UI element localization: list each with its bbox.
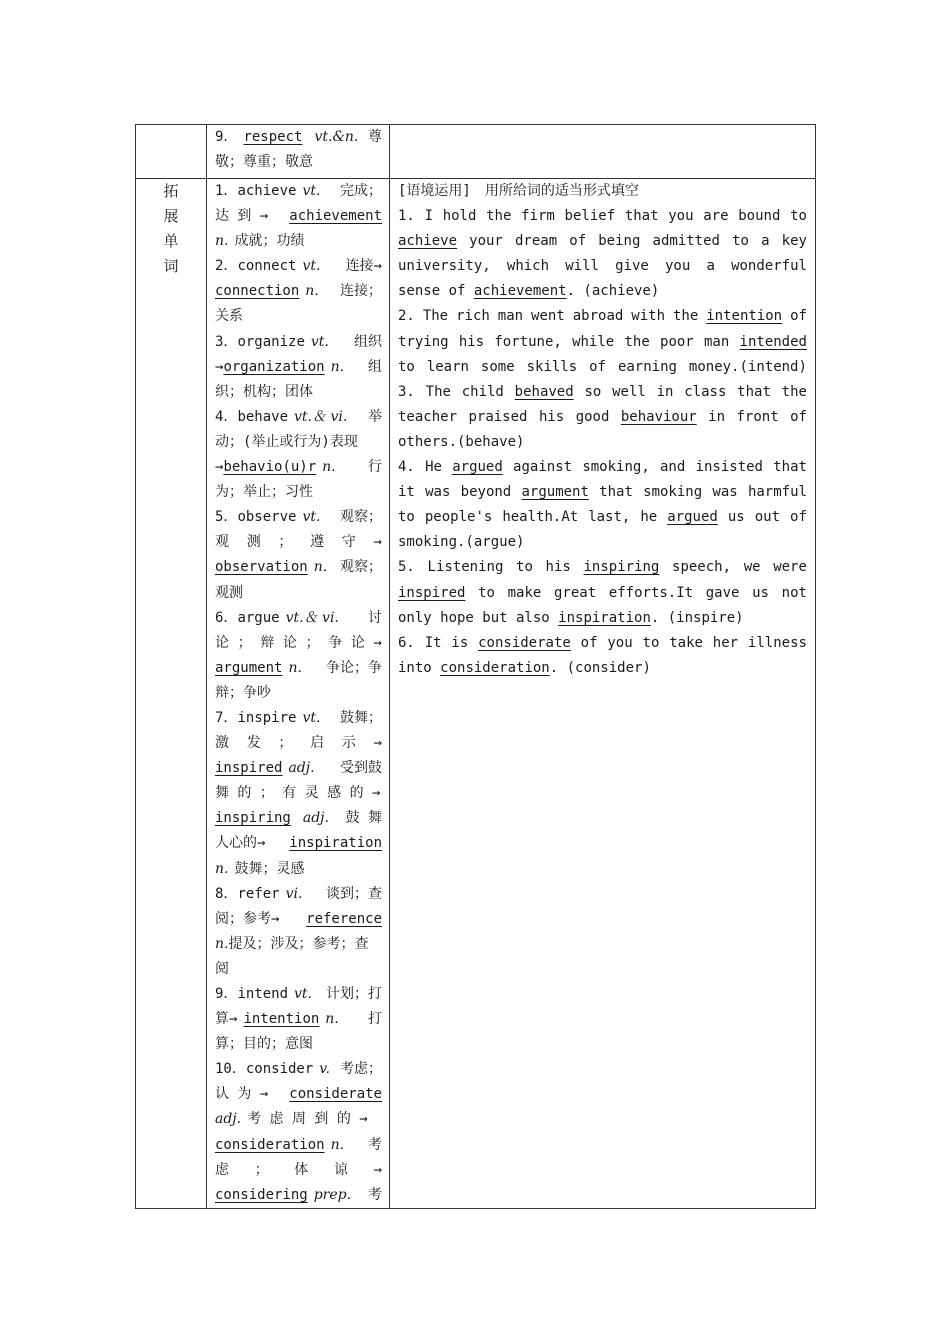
exercise-word: It [424, 634, 442, 651]
exercise-word: gave [705, 584, 740, 601]
vocab-entry-consider: 10．consider v. 考虑； [215, 1061, 382, 1078]
exercise-word: that [773, 459, 807, 476]
vocab-entry-connect: 2．connect vt. 连接→ [215, 258, 382, 275]
vocab-line: 9． respect vt.&n. 尊 [215, 129, 382, 145]
exercise-line [398, 530, 807, 555]
answer-blank: argued [452, 459, 503, 476]
answer-blank: achieve [398, 233, 458, 250]
exercise-word: last, [588, 509, 631, 526]
exercise-word: class [684, 383, 727, 400]
exercise-word: we [743, 559, 761, 576]
answer-blank: inspiration [289, 835, 382, 852]
exercise-word: teacher [398, 408, 458, 425]
exercise-word: to [516, 559, 533, 576]
vocab-line: →behavio(u)r n. 行 [215, 459, 382, 476]
exercise-word: poor [660, 333, 694, 350]
exercise-word: the [672, 308, 699, 325]
exercise-word: of [589, 358, 606, 375]
exercise-word: to [478, 584, 495, 601]
exercise-word: smoking [643, 484, 703, 501]
exercise-word: to [642, 634, 660, 651]
exercise-word: will [565, 258, 599, 275]
exercise-word: trying [398, 333, 449, 350]
answer-blank: inspiration [558, 609, 651, 626]
exercise-word: beyond [460, 484, 512, 501]
exercise-word: take [669, 634, 703, 651]
exercise-word: to [790, 208, 807, 225]
exercise-word: out [754, 509, 781, 526]
answer-blank: behaved [514, 383, 574, 400]
exercise-word: you [665, 258, 691, 275]
exercise-line [398, 229, 807, 254]
exercise-word: . (inspire) [650, 609, 744, 626]
vocab-line: inspiring adj. 鼓 舞 [215, 810, 382, 827]
exercise-word: your [469, 233, 503, 250]
exercise-word: that [599, 484, 633, 501]
exercise-word: wonderful [731, 258, 807, 275]
exercise-word: others.(behave) [398, 433, 525, 450]
exercise-word: a [706, 258, 715, 275]
exercise-word: efforts.It [608, 584, 694, 601]
exercise-word: are [703, 208, 729, 225]
exercise-word: being [598, 233, 641, 250]
answer-blank: argued [667, 509, 718, 526]
answer-blank: consideration [215, 1136, 325, 1153]
vocab-line: 辩；争吵 [215, 684, 271, 701]
vocab-line: connection n. 连接； [215, 283, 382, 300]
exercise-word: The [422, 308, 449, 325]
exercise-word: child [461, 383, 504, 400]
exercise-word: were [773, 559, 807, 576]
exercise-word: he [640, 509, 658, 526]
vocab-line: 舞 的 ； 有 灵 感 的 → [215, 785, 381, 802]
vocab-line: n. 鼓舞；灵感 [215, 860, 305, 877]
exercise-word: his [545, 559, 571, 576]
exercise-line [398, 455, 807, 480]
exercise-word: praised [468, 408, 528, 425]
vocab-entry-behave: 4．behave vt.＆ vi. 举 [215, 408, 382, 425]
exercise-word: firm [521, 208, 555, 225]
exercise-word: was [712, 484, 738, 501]
exercise-word: sense of [398, 283, 474, 300]
vocab-line: 认 为 → considerate [215, 1082, 382, 1107]
exercise-word: fortune, [494, 333, 562, 350]
exercise-word: key [781, 233, 807, 250]
exercise-word: of [580, 634, 598, 651]
exercise-word: which [506, 258, 550, 275]
exercise-word: dream [514, 233, 558, 250]
vocab-line: 观测 [215, 584, 243, 601]
exercise-word: belief [564, 208, 616, 225]
exercise-word: so [584, 383, 602, 400]
exercise-word: 5. [398, 559, 415, 576]
vocab-line: inspired adj. 受到鼓 [215, 760, 382, 777]
exercise-word: 6. [398, 634, 415, 651]
exercise-word: of [790, 408, 807, 425]
exercise-word: front [736, 408, 779, 425]
exercise-word: only hope but also [398, 609, 559, 626]
exercise-word: of [790, 509, 807, 526]
exercise-word: went [531, 308, 565, 325]
answer-blank: behaviour [620, 408, 697, 425]
vocab-line: 达 到 → achievement [215, 204, 382, 229]
answer-blank: inspired [215, 760, 283, 777]
exercise-line [398, 555, 807, 580]
exercise-line [398, 631, 807, 656]
vocab-line: observation n. 观察； [215, 559, 382, 576]
vocab-line: 算→ intention n. 打 [215, 1011, 382, 1028]
exercise-word: is [451, 634, 469, 651]
answer-blank: considerate [478, 634, 571, 651]
exercise-word: you [607, 634, 633, 651]
vocab-entry-argue: 6．argue vt.＆ vi. 讨 [215, 609, 382, 626]
exercise-word: people's [424, 509, 493, 526]
vocab-line: argument n. 争论；争 [215, 659, 382, 676]
exercise-line [398, 380, 807, 405]
exercise-word: some [480, 358, 515, 375]
exercise-word: not [781, 584, 807, 601]
exercise-word: good [575, 408, 610, 425]
answer-blank: achievement [289, 208, 382, 225]
exercise-line [398, 204, 807, 229]
vocab-line: 人心的→ inspiration [215, 831, 382, 856]
exercise-word: that [624, 208, 659, 225]
exercise-word: earning [617, 358, 677, 375]
answer-blank: behavio(u)r [223, 459, 317, 476]
vocabulary-table [135, 124, 816, 1209]
answer-blank: argument [521, 484, 589, 501]
exercise-word: 4. [398, 459, 415, 476]
vocab-line: n. 成就；功绩 [215, 233, 305, 250]
answer-blank: consideration [440, 659, 550, 676]
exercise-word: admitted [652, 233, 720, 250]
exercise-word: money.(intend) [688, 358, 807, 375]
exercise-word: give [615, 258, 649, 275]
vocab-line: 关系 [215, 308, 243, 325]
vocab-line: 论 ； 辩 论 ； 争 论 → [215, 634, 382, 651]
exercise-word: us [727, 509, 745, 526]
answer-blank: connection [215, 283, 300, 300]
exercise-word: you [668, 208, 694, 225]
exercise-word: to [398, 509, 415, 526]
answer-blank: argument [215, 659, 283, 676]
exercise-word: her [712, 634, 739, 651]
exercise-word: Listening [427, 559, 504, 576]
category-cell-empty [136, 125, 207, 179]
exercise-word: well [612, 383, 646, 400]
exercise-word: harmful [747, 484, 807, 501]
exercise-line [398, 656, 807, 681]
vocab-entry-achieve: 1．achieve vt. 完成； [215, 183, 382, 199]
exercise-line [398, 330, 807, 355]
answer-blank: inspired [398, 584, 466, 601]
exercise-word: a [761, 233, 770, 250]
vocab-line: consideration n. 考 [215, 1136, 382, 1153]
answer-blank: considerate [289, 1086, 382, 1103]
exercise-word: health.At [502, 509, 579, 526]
exercise-cell [390, 179, 816, 1209]
answer-blank: inspiring [583, 559, 660, 576]
vocab-line: considering prep. 考 [215, 1186, 382, 1203]
exercise-line [398, 430, 807, 455]
exercise-word: in [708, 408, 726, 425]
exercise-word: I [424, 208, 433, 225]
exercise-line [398, 606, 807, 631]
exercise-word: of [790, 308, 807, 325]
exercise-word: bound [738, 208, 781, 225]
exercise-word: into [398, 659, 441, 676]
exercise-word: smoking, [582, 459, 650, 476]
exercise-line [398, 279, 807, 304]
exercise-word: skills [526, 358, 578, 375]
exercise-word: abroad [572, 308, 624, 325]
answer-blank: achievement [473, 283, 567, 300]
exercise-word: hold [442, 208, 477, 225]
exercise-word: the [781, 383, 807, 400]
exercise-word: to [732, 233, 749, 250]
exercise-line [398, 581, 807, 606]
exercise-word: 3. [398, 383, 415, 400]
vocab-line: 算；目的；意图 [215, 1036, 313, 1053]
vocab-line: 阅 [215, 960, 229, 977]
answer-blank: organization [223, 358, 325, 375]
exercise-word: and [660, 459, 686, 476]
vocab-cell-top [207, 125, 390, 179]
exercise-word: make [507, 584, 542, 601]
exercise-word: speech, [672, 559, 732, 576]
exercise-word: it [398, 484, 415, 501]
vocab-line: 观 测 ； 遵 守 → [215, 534, 382, 551]
exercise-word: us [752, 584, 769, 601]
vocab-line: 阅；参考→ reference [215, 907, 382, 932]
answer-blank: intended [739, 333, 807, 350]
vocab-line: n. 提及；涉及；参考；查 [215, 935, 369, 952]
vocab-entry-observe: 5．observe vt. 观察； [215, 509, 382, 526]
exercise-line [398, 405, 807, 430]
exercise-word: his [538, 408, 565, 425]
vocab-line: →organization n. 组 [215, 358, 382, 375]
exercise-line [398, 480, 807, 505]
vocab-list-cell [207, 179, 390, 1209]
exercise-word: of [569, 233, 587, 250]
exercise-word: learn [426, 358, 469, 375]
vocab-line: 织；机构；团体 [215, 383, 313, 400]
exercise-word: his [458, 333, 485, 350]
vocab-line: 动；(举止或行为)表现 [215, 433, 358, 450]
vocab-line: 为；举止；习性 [215, 484, 313, 501]
vocab-line: adj. 考 虑 周 到 的 → [215, 1111, 368, 1128]
vocab-line: 敬；尊重；敬意 [215, 154, 313, 171]
exercise-word: to [398, 358, 415, 375]
exercise-word: rich [456, 308, 490, 325]
exercise-word: 1. [398, 208, 415, 225]
exercise-word: . (achieve) [566, 283, 660, 300]
answer-blank: inspiring [215, 810, 291, 827]
exercise-cell-empty [390, 125, 816, 179]
vocab-entry-organize: 3．organize vt. 组织 [215, 333, 382, 350]
exercise-word: man [497, 308, 524, 325]
exercise-word: in [656, 383, 674, 400]
exercise-word: was [425, 484, 451, 501]
category-label: 拓 展 单 词 [136, 179, 207, 1209]
exercise-line [398, 304, 807, 329]
exercise-line [398, 505, 807, 530]
exercise-word: against [513, 459, 573, 476]
vocab-line: 虑 ； 体 谅 → [215, 1161, 382, 1178]
exercise-word: He [425, 459, 442, 476]
exercise-line [398, 254, 807, 279]
answer-blank: considering [215, 1186, 308, 1203]
exercise-word: the [486, 208, 512, 225]
answer-blank: intention [243, 1011, 320, 1028]
answer-blank: intention [706, 308, 783, 325]
answer-blank: observation [215, 559, 308, 576]
vocab-entry-intend: 9．intend vt. 计划；打 [215, 986, 382, 1002]
exercise-word: 2. [398, 308, 415, 325]
exercise-word: illness [747, 634, 807, 651]
exercise-line [398, 355, 807, 380]
exercise-word: great [553, 584, 597, 601]
exercise-word: smoking.(argue) [398, 534, 525, 551]
exercise-word: university, [398, 258, 491, 275]
exercise-word: man [703, 333, 730, 350]
vocab-entry-refer: 8．refer vi. 谈到；查 [215, 885, 382, 902]
exercise-word: the [624, 333, 650, 350]
exercise-word: The [425, 383, 451, 400]
exercise-heading: [语境运用] 用所给词的适当形式填空 [398, 183, 639, 199]
exercise-word: while [572, 333, 615, 350]
exercise-lines [398, 204, 807, 681]
vocab-entry-inspire: 7．inspire vt. 鼓舞； [215, 709, 382, 726]
vocab-line: 激 发 ； 启 示 → [215, 735, 382, 752]
answer-blank: reference [306, 910, 382, 927]
exercise-word: with [631, 308, 665, 325]
exercise-word: . (consider) [549, 659, 651, 676]
exercise-word: insisted [695, 459, 763, 476]
exercise-word: that [737, 383, 771, 400]
